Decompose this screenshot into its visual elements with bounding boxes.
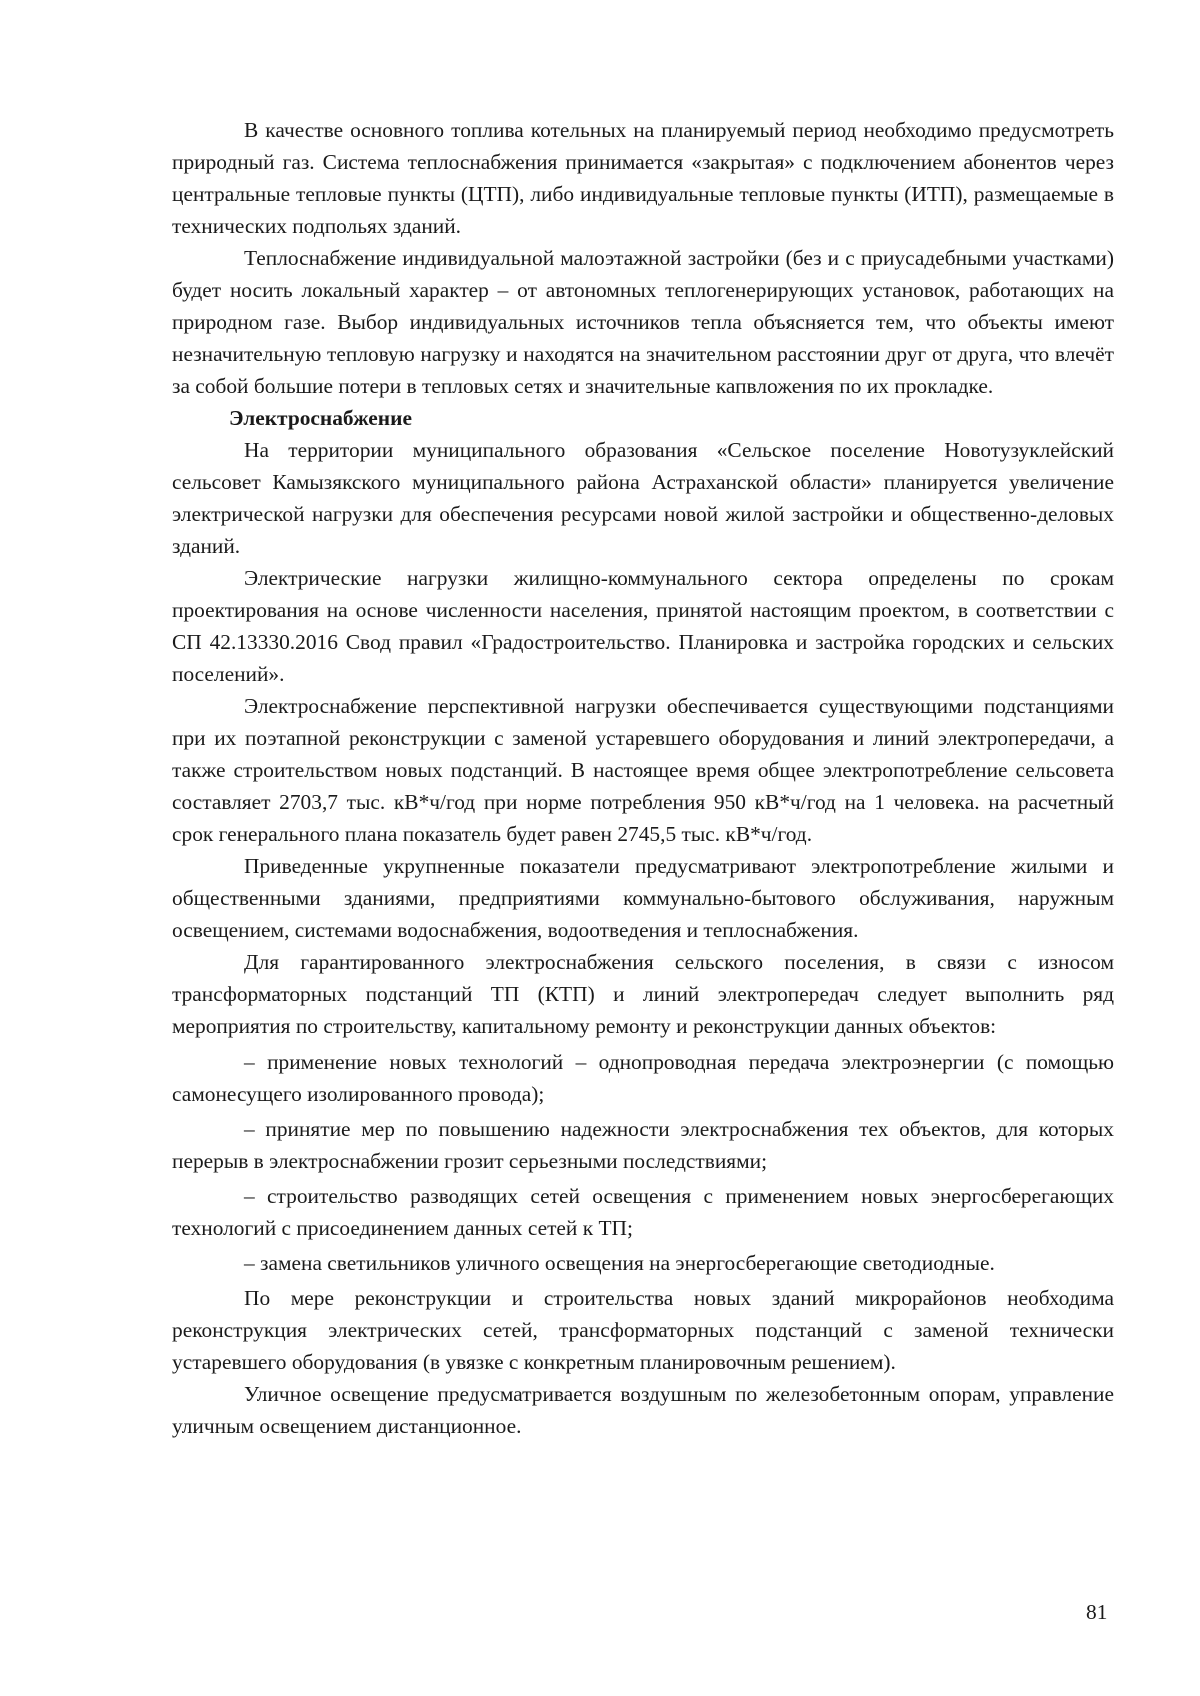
paragraph-local-heating: Теплоснабжение индивидуальной малоэтажной застройки (без и с приусадебными участками) будет носить локальный характер – от автономных теплогенерирующих установок, работающих на природном газе. Выбор индивидуальных источников тепла объясняется тем, что объекты имеют незначительную тепловую нагрузку и находятся на значительном расстоянии друг от друга, что влечёт за собой большие потери в тепловых сетях и значительные капвложения по их прокладке. (172, 246, 1114, 398)
paragraph-indicators: Приведенные укрупненные показатели предусматривают электропотребление жилыми и общественными зданиями, предприятиями коммунально-бытового обслуживания, наружным освещением, системами водоснабжения, водоотведения и теплоснабжения. (172, 854, 1114, 942)
paragraph-measures: Для гарантированного электроснабжения сельского поселения, в связи с износом трансформаторных подстанций ТП (КТП) и линий электропередач следует выполнить ряд мероприятия по строительству, капитальному ремонту и реконструкции данных объектов: (172, 950, 1114, 1038)
paragraph-fuel: В качестве основного топлива котельных на планируемый период необходимо предусмотреть природный газ. Система теплоснабжения принимается «закрытая» с подключением абонентов через центральные тепловые пункты (ЦТП), либо индивидуальные тепловые пункты (ИТП), размещаемые в технических подпольях зданий. (172, 118, 1114, 238)
list-item: – строительство разводящих сетей освещения с применением новых энергосберегающих технологий с присоединением данных сетей к ТП; (172, 1184, 1114, 1240)
paragraph-consumption: Электроснабжение перспективной нагрузки обеспечивается существующими подстанциями при их поэтапной реконструкции с заменой устаревшего оборудования и линий электропередачи, а также строительством новых подстанций. В настоящее время общее электропотребление сельсовета составляет 2703,7 тыс. кВ*ч/год при норме потребления 950 кВ*ч/год на 1 человека. на расчетный срок генерального плана показатель будет равен 2745,5 тыс. кВ*ч/год. (172, 694, 1114, 846)
page-number: 81 (1086, 1600, 1108, 1624)
list-item: – применение новых технологий – однопроводная передача электроэнергии (с помощью самонесущего изолированного провода); (172, 1050, 1114, 1106)
document-body (172, 114, 1114, 1442)
paragraph-loads: Электрические нагрузки жилищно-коммунального сектора определены по срокам проектирования на основе численности населения, принятой настоящим проектом, в соответствии с СП 42.13330.2016 Свод правил «Градостроительство. Планировка и застройка городских и сельских поселений». (172, 566, 1114, 686)
paragraph-street-lighting: Уличное освещение предусматривается воздушным по железобетонным опорам, управление уличным освещением дистанционное. (172, 1382, 1114, 1438)
paragraph-reconstruction: По мере реконструкции и строительства новых зданий микрорайонов необходима реконструкция электрических сетей, трансформаторных подстанций с заменой технически устаревшего оборудования (в увязке с конкретным планировочным решением). (172, 1286, 1114, 1374)
section-heading: Электроснабжение (229, 406, 412, 430)
paragraph-territory: На территории муниципального образования «Сельское поселение Новотузуклейский сельсовет Камызякского муниципального района Астраханской области» планируется увеличение электрической нагрузки для обеспечения ресурсами новой жилой застройки и общественно-деловых зданий. (172, 438, 1114, 558)
list-item: – замена светильников уличного освещения на энергосберегающие светодиодные. (244, 1251, 995, 1275)
list-item: – принятие мер по повышению надежности электроснабжения тех объектов, для которых перерыв в электроснабжении грозит серьезными последствиями; (172, 1117, 1114, 1173)
